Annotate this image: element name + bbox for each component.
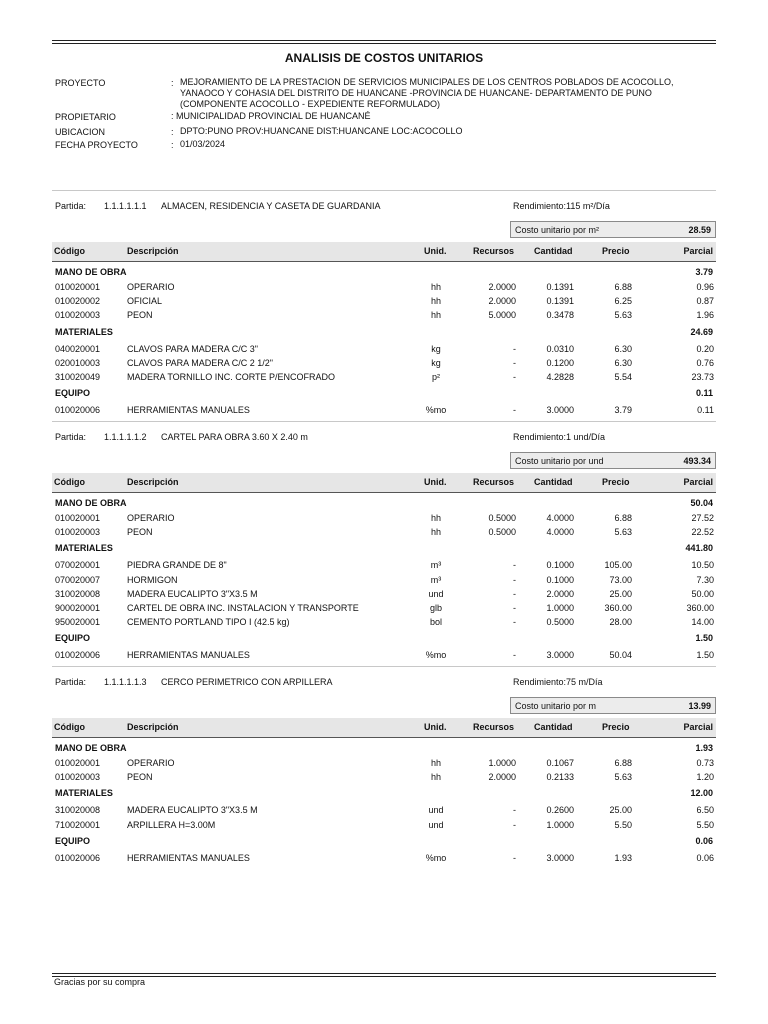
header-label-fecha: FECHA PROYECTO — [55, 140, 138, 150]
cell-recursos: - — [513, 603, 516, 613]
cell-parcial: 0.20 — [696, 343, 714, 354]
partida-name: ALMACEN, RESIDENCIA Y CASETA DE GUARDANIA — [161, 201, 381, 211]
cell-parcial: 22.52 — [691, 527, 714, 538]
cell-unid: %mo — [425, 405, 447, 416]
cell-cantidad: 0.0310 — [546, 343, 574, 354]
cell-descripcion: CLAVOS PARA MADERA C/C 3" — [127, 343, 258, 354]
cell-unid: kg — [431, 343, 441, 354]
cell-codigo: 020010003 — [55, 357, 101, 368]
costo-unitario-box — [510, 697, 716, 714]
cell-recursos: - — [513, 372, 516, 382]
group-total: 1.93 — [695, 743, 713, 753]
cell-precio: 50.04 — [609, 650, 632, 661]
cell-descripcion: HERRAMIENTAS MANUALES — [127, 405, 250, 416]
cell-descripcion: CARTEL DE OBRA INC. INSTALACION Y TRANSPORTE — [127, 603, 359, 613]
cell-unid: p² — [431, 372, 440, 382]
cell-parcial: 10.50 — [691, 560, 714, 571]
cell-unid: m³ — [430, 560, 442, 571]
cell-recursos: 2.0000 — [488, 772, 516, 783]
cell-precio: 5.63 — [614, 310, 632, 321]
document-title: ANALISIS DE COSTOS UNITARIOS — [284, 51, 484, 65]
cell-precio: 5.54 — [614, 372, 632, 382]
column-header-descripcion: Descripción — [127, 246, 179, 256]
group-name: MANO DE OBRA — [55, 743, 127, 753]
column-header-recursos: Recursos — [473, 722, 515, 732]
column-header-cantidad: Cantidad — [534, 477, 573, 487]
table-row — [0, 296, 768, 309]
table-row — [0, 372, 768, 385]
cell-codigo: 040020001 — [55, 343, 101, 354]
cell-recursos: - — [513, 357, 516, 368]
cell-codigo: 310020049 — [55, 372, 101, 382]
cell-unid: hh — [430, 310, 441, 321]
group-total: 3.79 — [695, 267, 713, 277]
section-divider — [52, 421, 716, 422]
cell-descripcion: OPERARIO — [127, 758, 175, 768]
cell-precio: 6.88 — [614, 758, 632, 768]
column-header-recursos: Recursos — [473, 477, 515, 487]
cell-descripcion: HORMIGON — [127, 574, 178, 585]
cell-parcial: 0.87 — [696, 296, 714, 307]
group-total: 1.50 — [695, 633, 713, 644]
cell-parcial: 0.11 — [697, 405, 714, 416]
cell-unid: hh — [430, 296, 441, 307]
cell-precio: 5.50 — [614, 819, 632, 830]
cell-codigo: 010020001 — [55, 282, 101, 292]
cell-precio: 25.00 — [609, 805, 632, 816]
cell-recursos: - — [513, 588, 516, 599]
cell-cantidad: 4.0000 — [546, 513, 574, 523]
table-header — [52, 718, 716, 738]
cell-unid: m³ — [430, 574, 442, 585]
column-header-unid: Unid. — [424, 246, 447, 256]
header-colon: : — [171, 78, 174, 88]
partida-name: CARTEL PARA OBRA 3.60 X 2.40 m — [161, 432, 308, 442]
cell-cantidad: 0.1067 — [546, 758, 574, 768]
cell-recursos: 0.5000 — [488, 527, 516, 538]
costo-unitario-value: 28.59 — [688, 225, 711, 235]
cell-cantidad: 0.2133 — [546, 772, 574, 783]
cell-descripcion: OPERARIO — [127, 513, 175, 523]
column-header-precio: Precio — [602, 246, 630, 256]
cell-precio: 6.30 — [614, 343, 632, 354]
table-row — [0, 405, 768, 418]
cell-recursos: 2.0000 — [488, 296, 516, 307]
partida-rendimiento: Rendimiento:115 m²/Día — [513, 201, 610, 211]
cell-cantidad: 4.0000 — [546, 527, 574, 538]
column-header-cantidad: Cantidad — [534, 246, 573, 256]
cell-parcial: 0.73 — [696, 758, 714, 768]
cell-descripcion: HERRAMIENTAS MANUALES — [127, 852, 250, 863]
column-header-parcial: Parcial — [683, 722, 713, 732]
costo-unitario-box — [510, 221, 716, 238]
costo-unitario-value: 13.99 — [688, 701, 711, 711]
table-row — [0, 805, 768, 818]
group-name: EQUIPO — [55, 835, 91, 846]
header-label-proyecto: PROYECTO — [55, 78, 106, 88]
table-header — [52, 242, 716, 262]
table-row — [0, 589, 768, 602]
cell-cantidad: 0.1000 — [546, 574, 574, 585]
section-divider — [52, 666, 716, 667]
cell-precio: 1.93 — [614, 852, 632, 863]
cell-recursos: 1.0000 — [488, 758, 516, 768]
column-header-precio: Precio — [602, 477, 630, 487]
cell-cantidad: 2.0000 — [546, 588, 574, 599]
cell-cantidad: 3.0000 — [546, 650, 574, 661]
group-name: EQUIPO — [55, 388, 91, 399]
cell-recursos: - — [513, 574, 516, 585]
partida-rendimiento: Rendimiento:75 m/Día — [513, 677, 603, 687]
cell-unid: und — [428, 588, 444, 599]
cell-unid: hh — [430, 758, 441, 768]
cell-precio: 6.30 — [614, 357, 632, 368]
cell-precio: 3.79 — [614, 405, 632, 416]
cell-parcial: 27.52 — [691, 513, 714, 523]
table-row — [0, 527, 768, 540]
column-header-parcial: Parcial — [683, 246, 713, 256]
cell-codigo: 010020001 — [55, 758, 101, 768]
column-header-cantidad: Cantidad — [534, 722, 573, 732]
cell-codigo: 950020001 — [55, 617, 101, 628]
cell-cantidad: 4.2828 — [546, 372, 574, 382]
cell-unid: bol — [429, 617, 442, 628]
cell-parcial: 14.00 — [691, 617, 714, 628]
cell-cantidad: 1.0000 — [546, 819, 574, 830]
cell-parcial: 0.96 — [696, 282, 714, 292]
partida-name: CERCO PERIMETRICO CON ARPILLERA — [161, 677, 333, 687]
cell-unid: %mo — [425, 852, 447, 863]
cell-descripcion: MADERA TORNILLO INC. CORTE P/ENCOFRADO — [127, 372, 336, 382]
cell-codigo: 010020003 — [55, 310, 101, 321]
cell-cantidad: 0.2600 — [546, 805, 574, 816]
cell-unid: und — [428, 819, 444, 830]
group-name: EQUIPO — [55, 633, 91, 644]
cell-cantidad: 0.3478 — [546, 310, 574, 321]
cell-unid: hh — [430, 282, 441, 292]
cell-descripcion: MADERA EUCALIPTO 3"X3.5 M — [127, 588, 258, 599]
partida-code: 1.1.1.1.1.2 — [104, 432, 147, 442]
group-name: MATERIALES — [55, 788, 113, 799]
table-row — [0, 603, 768, 616]
cell-parcial: 1.50 — [696, 650, 714, 661]
cell-unid: hh — [430, 772, 441, 783]
cell-parcial: 360.00 — [686, 603, 714, 613]
cell-precio: 6.25 — [614, 296, 632, 307]
cell-codigo: 010020001 — [55, 513, 101, 523]
table-row — [0, 650, 768, 663]
cell-recursos: - — [513, 852, 516, 863]
cell-unid: und — [428, 805, 444, 816]
table-row — [0, 560, 768, 573]
cell-precio: 25.00 — [609, 588, 632, 599]
bottom-rule — [52, 973, 716, 977]
section-divider — [52, 190, 716, 191]
cell-recursos: 5.0000 — [488, 310, 516, 321]
cell-cantidad: 0.1200 — [546, 357, 574, 368]
partida-label: Partida: — [55, 201, 87, 211]
partida-label: Partida: — [55, 677, 87, 687]
group-name: MANO DE OBRA — [55, 498, 127, 508]
cell-recursos: - — [513, 650, 516, 661]
group-name: MATERIALES — [55, 543, 113, 554]
table-header — [52, 473, 716, 493]
header-value-propietario: : MUNICIPALIDAD PROVINCIAL DE HUANCANÉ — [171, 111, 371, 121]
column-header-parcial: Parcial — [683, 477, 713, 487]
cell-codigo: 010020006 — [55, 650, 101, 661]
cell-recursos: 2.0000 — [488, 282, 516, 292]
cell-unid: hh — [430, 527, 441, 538]
column-header-codigo: Código — [54, 477, 85, 487]
header-label-ubicacion: UBICACION — [55, 127, 106, 137]
group-name: MATERIALES — [55, 326, 113, 337]
cell-precio: 6.88 — [614, 513, 632, 523]
cell-codigo: 070020007 — [55, 574, 101, 585]
cell-precio: 5.63 — [614, 772, 632, 783]
header-colon: : — [171, 127, 174, 137]
group-total: 50.04 — [690, 498, 713, 508]
cell-parcial: 50.00 — [691, 588, 714, 599]
cell-codigo: 310020008 — [55, 588, 101, 599]
cell-parcial: 7.30 — [696, 574, 714, 585]
cell-precio: 28.00 — [609, 617, 632, 628]
cell-cantidad: 0.1391 — [546, 282, 574, 292]
cell-parcial: 0.76 — [696, 357, 714, 368]
table-row — [0, 758, 768, 771]
column-header-descripcion: Descripción — [127, 477, 179, 487]
cell-recursos: - — [513, 819, 516, 830]
column-header-unid: Unid. — [424, 722, 447, 732]
group-total: 0.06 — [695, 835, 713, 846]
cell-recursos: - — [513, 405, 516, 416]
cell-precio: 5.63 — [614, 527, 632, 538]
group-total: 0.11 — [695, 388, 713, 399]
cell-codigo: 010020003 — [55, 772, 101, 783]
top-rule — [52, 40, 716, 44]
table-row — [0, 358, 768, 371]
group-total: 12.00 — [690, 788, 713, 799]
header-colon: : — [171, 140, 174, 150]
table-row — [0, 575, 768, 588]
table-row — [0, 617, 768, 630]
group-total: 24.69 — [690, 326, 713, 337]
header-label-propietario: PROPIETARIO — [55, 112, 116, 122]
cell-descripcion: PIEDRA GRANDE DE 8" — [127, 560, 227, 571]
cell-precio: 360.00 — [604, 603, 632, 613]
table-row — [0, 820, 768, 833]
cell-cantidad: 0.1391 — [546, 296, 574, 307]
cell-cantidad: 3.0000 — [546, 852, 574, 863]
cell-codigo: 010020003 — [55, 527, 101, 538]
cell-recursos: - — [513, 805, 516, 816]
cell-descripcion: OFICIAL — [127, 296, 163, 307]
cell-parcial: 1.20 — [696, 772, 714, 783]
cell-codigo: 310020008 — [55, 805, 101, 816]
cell-parcial: 23.73 — [691, 372, 714, 382]
header-value-proyecto: MEJORAMIENTO DE LA PRESTACION DE SERVICIOS MUNICIPALES DE LOS CENTROS POBLADOS DE ACOCOLLO, YANAOCO Y COHASIA DEL DISTRITO DE HUANCANE -PROVINCIA DE HUANCANE- DEPARTAMENTO DE PUNO (COMPONENTE ACOCOLLO - EXPEDIENTE REFORMULADO) — [180, 77, 674, 109]
table-row — [0, 282, 768, 295]
cell-parcial: 5.50 — [696, 819, 714, 830]
cell-cantidad: 3.0000 — [546, 405, 574, 416]
cell-unid: %mo — [425, 650, 447, 661]
cell-descripcion: PEON — [127, 310, 153, 321]
cell-codigo: 010020002 — [55, 296, 101, 307]
cell-descripcion: PEON — [127, 527, 153, 538]
cell-unid: hh — [430, 513, 441, 523]
column-header-codigo: Código — [54, 246, 85, 256]
partida-code: 1.1.1.1.1.3 — [104, 677, 147, 687]
partida-label: Partida: — [55, 432, 87, 442]
costo-unitario-label: Costo unitario por m² — [515, 225, 600, 235]
table-row — [0, 772, 768, 785]
column-header-precio: Precio — [602, 722, 630, 732]
cell-precio: 73.00 — [609, 574, 632, 585]
cell-descripcion: CEMENTO PORTLAND TIPO I (42.5 kg) — [127, 617, 290, 628]
cell-descripcion: MADERA EUCALIPTO 3"X3.5 M — [127, 805, 258, 816]
costo-unitario-label: Costo unitario por m — [515, 701, 597, 711]
cell-descripcion: ARPILLERA H=3.00M — [127, 819, 216, 830]
cell-cantidad: 0.1000 — [546, 560, 574, 571]
cell-recursos: - — [513, 560, 516, 571]
cell-cantidad: 1.0000 — [546, 603, 574, 613]
cell-precio: 105.00 — [604, 560, 632, 571]
column-header-codigo: Código — [54, 722, 85, 732]
header-value-fecha: 01/03/2024 — [180, 139, 226, 149]
column-header-recursos: Recursos — [473, 246, 515, 256]
column-header-unid: Unid. — [424, 477, 447, 487]
header-value-ubicacion: DPTO:PUNO PROV:HUANCANE DIST:HUANCANE LOC:ACOCOLLO — [180, 126, 463, 136]
cell-cantidad: 0.5000 — [546, 617, 574, 628]
table-row — [0, 513, 768, 526]
table-row — [0, 853, 768, 866]
cell-precio: 6.88 — [614, 282, 632, 292]
group-total: 441.80 — [685, 543, 713, 554]
costo-unitario-box — [510, 452, 716, 469]
cell-codigo: 710020001 — [55, 819, 101, 830]
cell-recursos: - — [513, 343, 516, 354]
cell-codigo: 010020006 — [55, 852, 101, 863]
cell-codigo: 070020001 — [55, 560, 101, 571]
group-name: MANO DE OBRA — [55, 267, 127, 277]
costo-unitario-value: 493.34 — [683, 456, 711, 466]
cell-parcial: 1.96 — [696, 310, 714, 321]
cell-unid: glb — [429, 603, 442, 613]
column-header-descripcion: Descripción — [127, 722, 179, 732]
cell-codigo: 900020001 — [55, 603, 101, 613]
cell-recursos: 0.5000 — [488, 513, 516, 523]
cell-recursos: - — [513, 617, 516, 628]
cell-descripcion: CLAVOS PARA MADERA C/C 2 1/2" — [127, 357, 273, 368]
cell-parcial: 0.06 — [696, 852, 714, 863]
cell-descripcion: PEON — [127, 772, 153, 783]
table-row — [0, 344, 768, 357]
partida-rendimiento: Rendimiento:1 und/Día — [513, 432, 606, 442]
cell-codigo: 010020006 — [55, 405, 101, 416]
table-row — [0, 310, 768, 323]
cell-descripcion: OPERARIO — [127, 282, 175, 292]
cell-descripcion: HERRAMIENTAS MANUALES — [127, 650, 250, 661]
partida-code: 1.1.1.1.1.1 — [104, 201, 147, 211]
cell-parcial: 6.50 — [696, 805, 714, 816]
cell-unid: kg — [431, 357, 441, 368]
footer-text: Gracias por su compra — [54, 977, 146, 987]
costo-unitario-label: Costo unitario por und — [515, 456, 604, 466]
